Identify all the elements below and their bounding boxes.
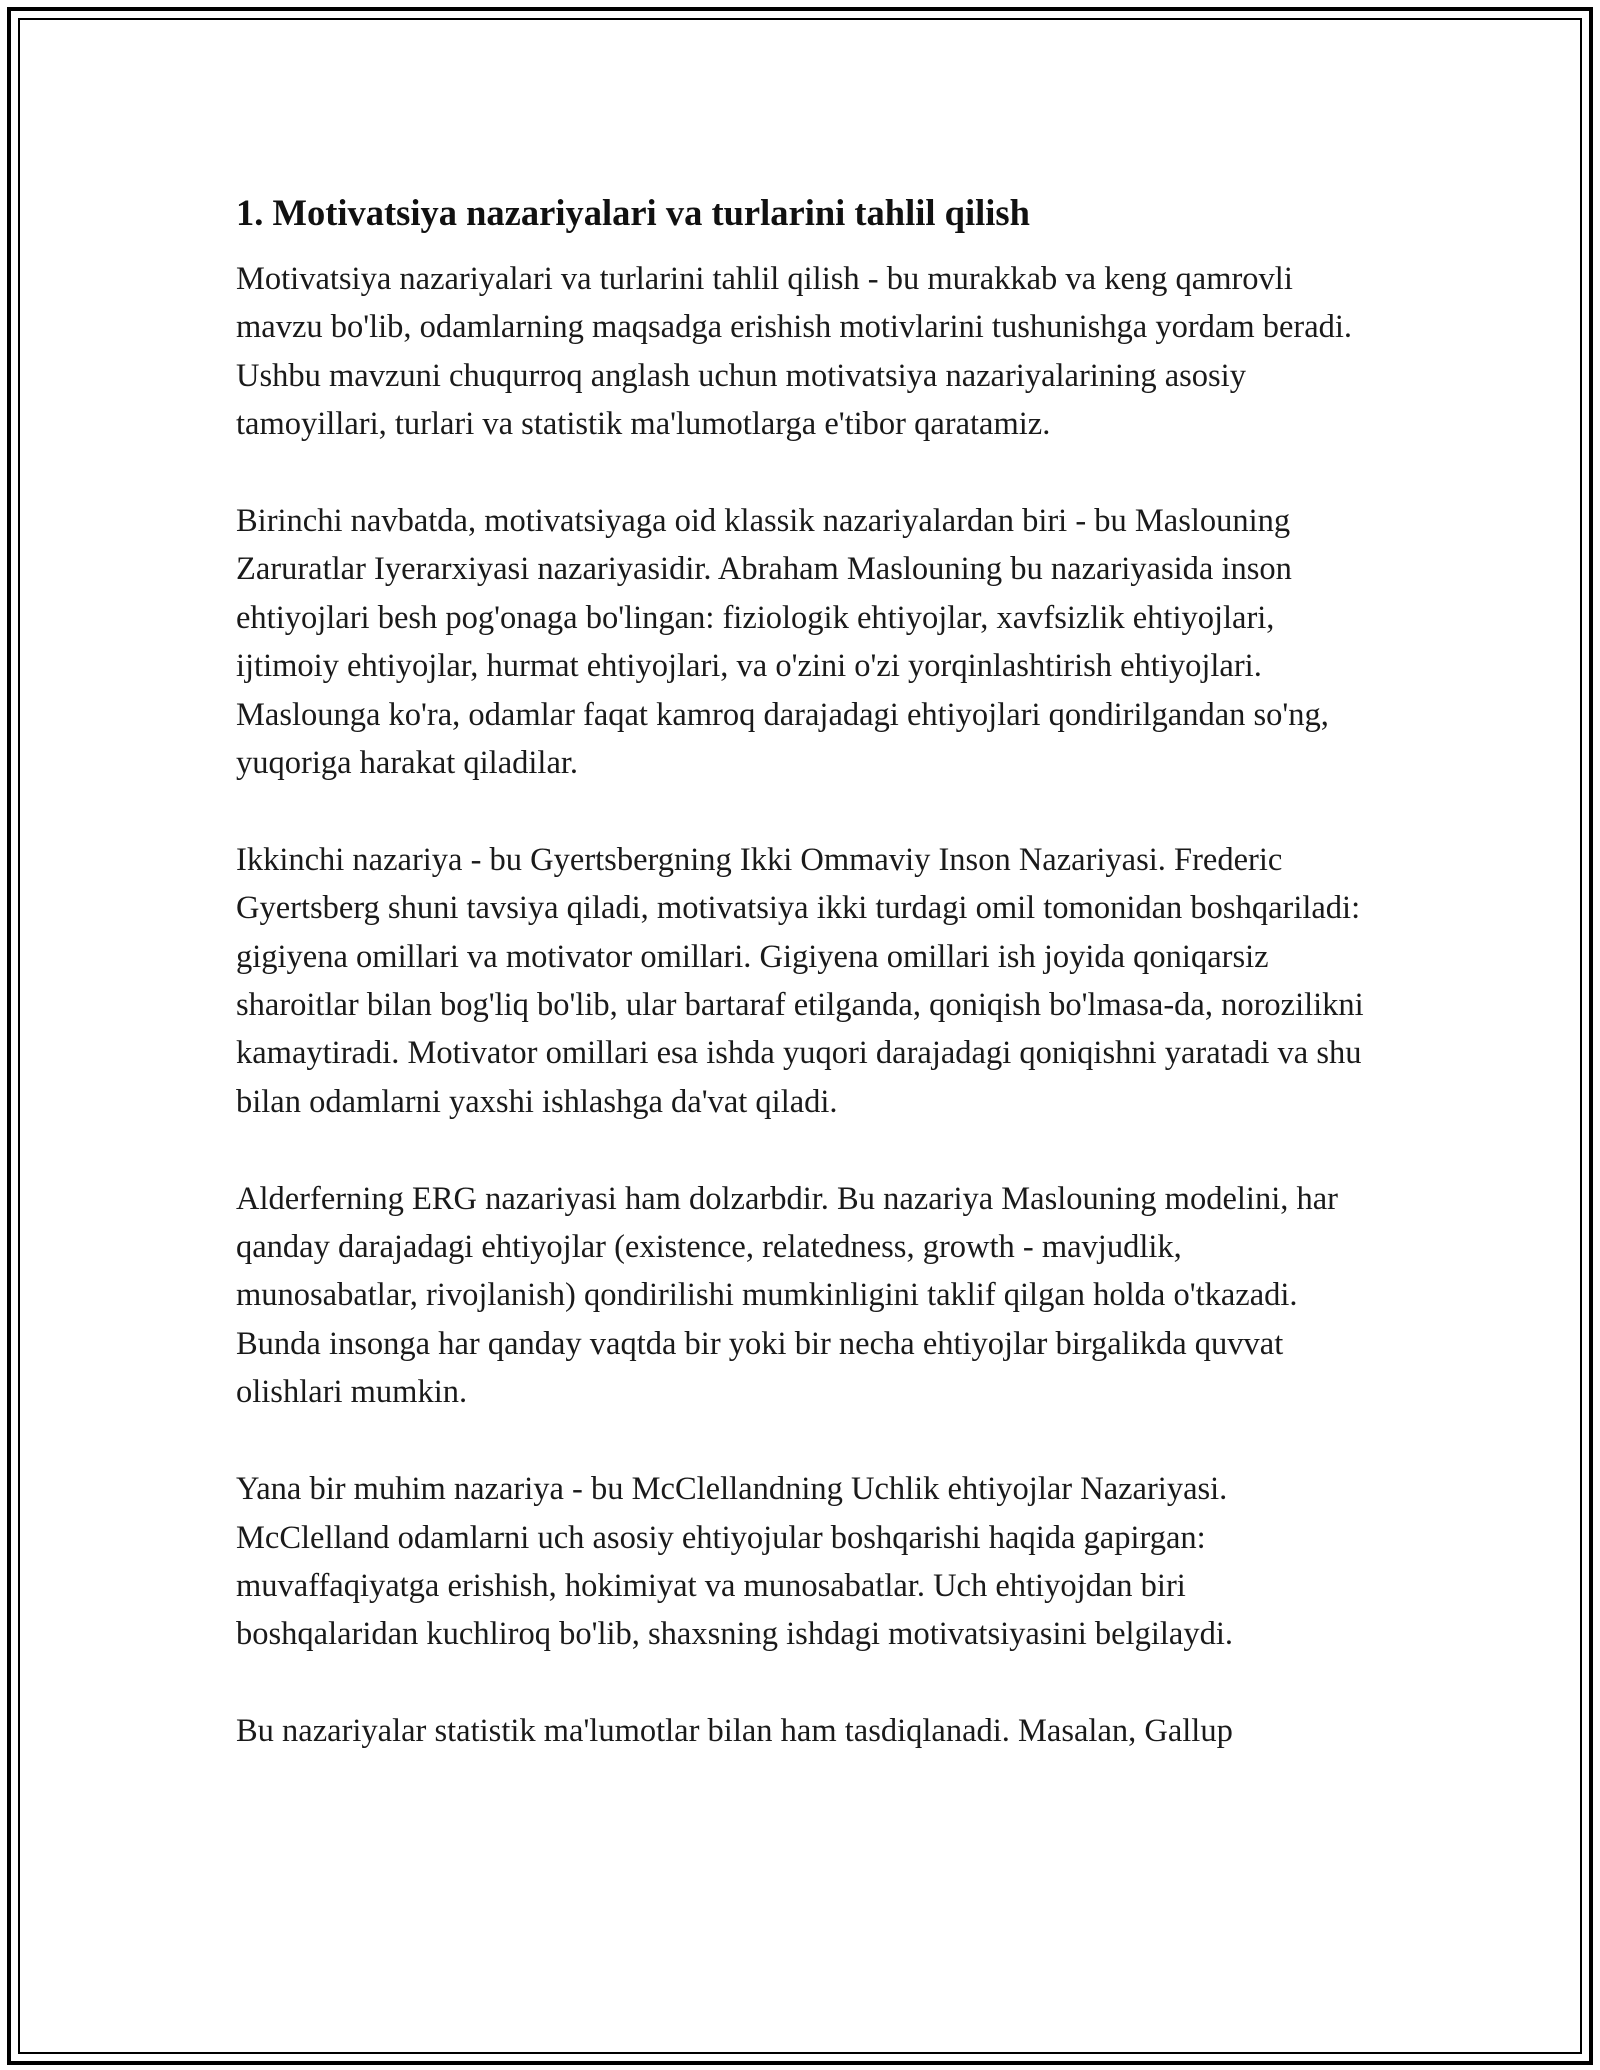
paragraph-mcclelland: Yana bir muhim nazariya - bu McClellandning Uchlik ehtiyojlar Nazariyasi. McClelland odamlarni uch asosiy ehtiyojular boshqarishi haqida gapirgan: muvaffaqiyatga erishish, hokimiyat va munosabatlar. Uch ehtiyojdan biri boshqalaridan kuchliroq bo'lib, shaxsning ishdagi motivatsiyasini belgilaydi. (236, 1471, 1233, 1653)
paragraph-statistics: Bu nazariyalar statistik ma'lumotlar bilan ham tasdiqlanadi. Masalan, Gallup (236, 1713, 1233, 1750)
section-heading: 1. Motivatsiya nazariyalari va turlarini tahlil qilish (236, 192, 1030, 233)
paragraph-herzberg: Ikkinchi nazariya - bu Gyertsbergning Ikki Ommaviy Inson Nazariyasi. Frederic Gyertsberg shuni tavsiya qiladi, motivatsiya ikki turdagi omil tomonidan boshqariladi: gigiyena omillari va motivator omillari. Gigiyena omillari ish joyida qoniqarsiz sharoitlar bilan bog'liq bo'lib, ular bartaraf etilganda, qoniqish bo'lmasa-da, norozilikni kamaytiradi. Motivator omillari esa ishda yuqori darajadagi qoniqishni yaratadi va shu bilan odamlarni yaxshi ishlashga da'vat qiladi. (236, 841, 1364, 1120)
document-body (236, 185, 1371, 1804)
paragraph-alderfer: Alderferning ERG nazariyasi ham dolzarbdir. Bu nazariya Maslouning modelini, har qanday darajadagi ehtiyojlar (existence, relatedness, growth - mavjudlik, munosabatlar, rivojlanish) qondirilishi mumkinligini taklif qilgan holda o'tkazadi. Bunda insonga har qanday vaqtda bir yoki bir necha ehtiyojlar birgalikda quvvat olishlari mumkin. (236, 1180, 1338, 1411)
paragraph-maslow: Birinchi navbatda, motivatsiyaga oid klassik nazariyalardan biri - bu Maslouning Zaruratlar Iyerarxiyasi nazariyasidir. Abraham Maslouning bu nazariyasida inson ehtiyojlari besh pog'onaga bo'lingan: fiziologik ehtiyojlar, xavfsizlik ehtiyojlari, ijtimoiy ehtiyojlar, hurmat ehtiyojlari, va o'zini o'zi yorqinlashtirish ehtiyojlari. Maslounga ko'ra, odamlar faqat kamroq darajadagi ehtiyojlari qondirilgandan so'ng, yuqoriga harakat qiladilar. (236, 503, 1329, 782)
paragraph-intro: Motivatsiya nazariyalari va turlarini tahlil qilish - bu murakkab va keng qamrovli mavzu bo'lib, odamlarning maqsadga erishish motivlarini tushunishga yordam beradi. Ushbu mavzuni chuqurroq anglash uchun motivatsiya nazariyalarining asosiy tamoyillari, turlari va statistik ma'lumotlarga e'tibor qaratamiz. (236, 261, 1353, 443)
